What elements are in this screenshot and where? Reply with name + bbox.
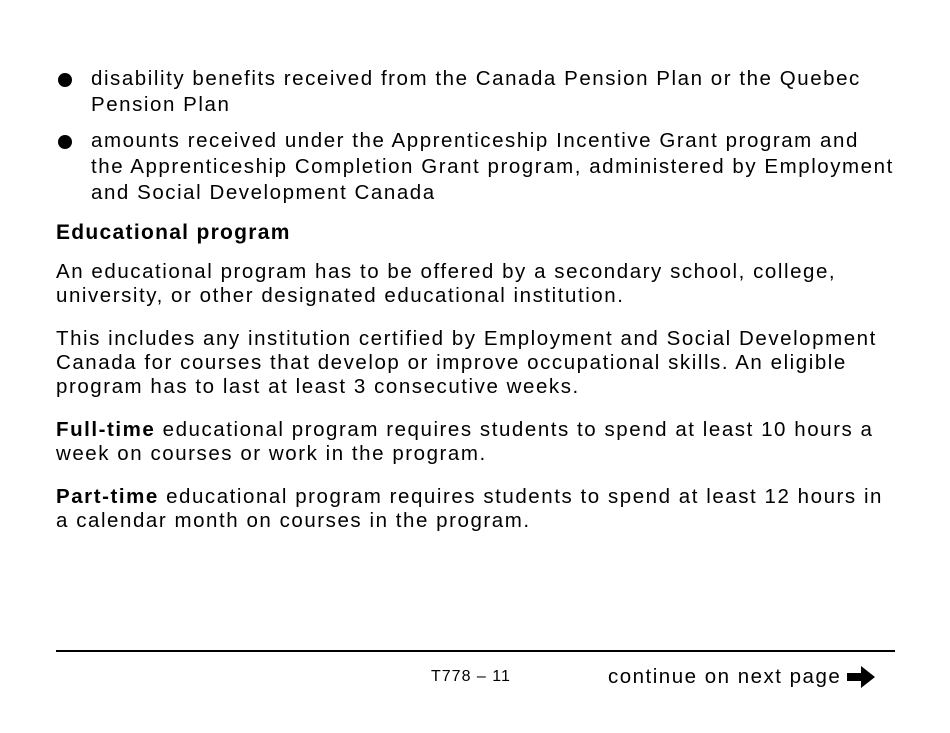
bullet-icon [58, 73, 72, 87]
document-page [56, 66, 896, 552]
section-heading: Educational program [56, 221, 291, 244]
part-time-label: Part-time [56, 485, 159, 508]
bullet-text: disability benefits received from the Canada Pension Plan or the Quebec Pension Plan [91, 67, 861, 116]
right-arrow-icon [847, 666, 875, 688]
paragraph-part-time [56, 485, 896, 533]
page-number: T778 – 11 [431, 668, 511, 685]
paragraph-certification: This includes any institution certified by Employment and Social Development Canada for courses that develop or improve occupational skills. An eligible program has to last at least 3 consecutive weeks. [56, 327, 877, 398]
paragraph-institution: An educational program has to be offered by a secondary school, college, university, or other designated educational institution. [56, 260, 837, 307]
list-item [56, 66, 896, 118]
bullet-text: amounts received under the Apprenticeship Incentive Grant program and the Apprenticeship Completion Grant program, administered by Employment and Social Development Canada [91, 129, 894, 204]
full-time-label: Full-time [56, 418, 156, 441]
bullet-list [56, 66, 896, 206]
footer-divider [56, 650, 895, 652]
continue-text: continue on next page [608, 665, 842, 688]
list-item [56, 128, 896, 206]
full-time-text: educational program requires students to spend at least 10 hours a week on courses or work in the program. [56, 418, 874, 465]
part-time-text: educational program requires students to spend at least 12 hours in a calendar month on courses in the program. [56, 485, 884, 532]
continue-link[interactable] [608, 665, 875, 689]
bullet-icon [58, 135, 72, 149]
paragraph-full-time [56, 418, 896, 466]
